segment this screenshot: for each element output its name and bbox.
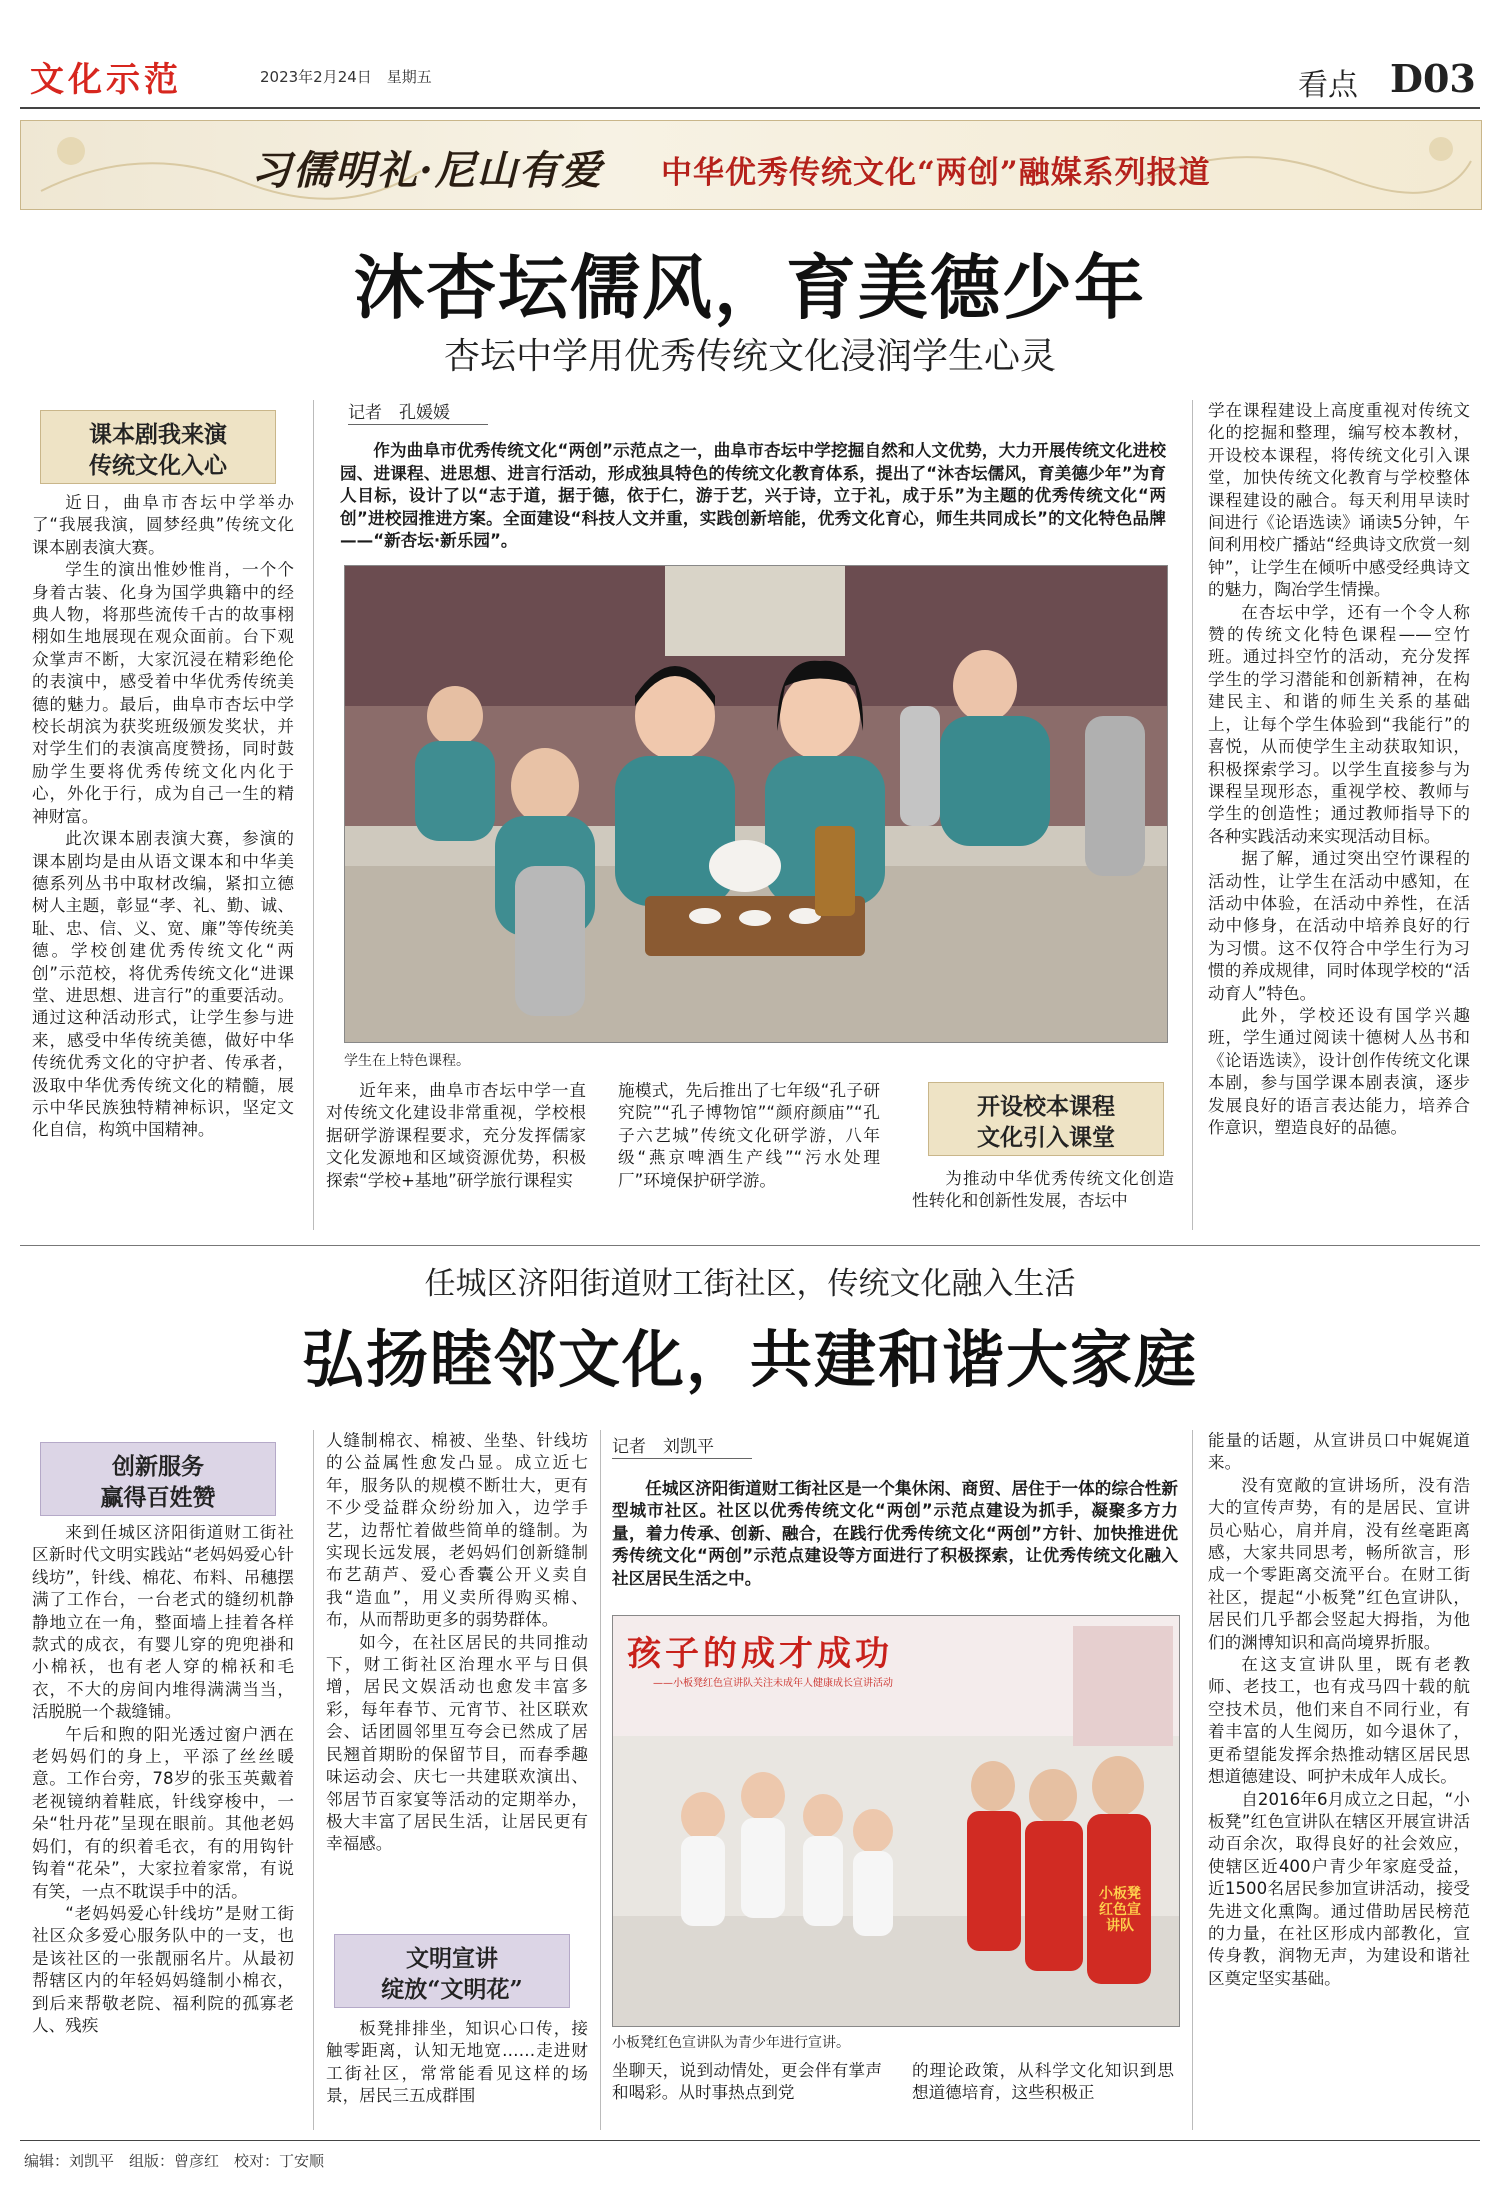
article2-col2 [326, 1430, 588, 1856]
photo-banner-text: 孩子的成才成功 [627, 1634, 893, 1674]
paragraph: 自2016年6月成立之日起，“小板凳”红色宣讲队在辖区开展宣讲活动百余次，取得良好的社会效应，使辖区近400户青少年家庭受益，近1500名居民参加宣讲活动，接受先进文化熏陶。通过借助居民榜范的力量，在社区形成内部教化，宣传身教，润物无声，为建设和谐社区奠定坚实基础。 [1208, 1789, 1470, 1988]
article1-box-1 [40, 410, 276, 484]
article1-col5 [1208, 400, 1470, 1139]
article1-col4 [912, 1168, 1174, 1213]
article1-lead [340, 440, 1166, 553]
article-separator [20, 1245, 1480, 1246]
masthead-rule [20, 107, 1480, 109]
page-number: D03 [1390, 56, 1476, 101]
paragraph: 近年来，曲阜市杏坛中学一直对传统文化建设非常重视，学校根据研学游课程要求，充分发挥儒家文化发源地和区域资源优势，积极探索“学校+基地”研学旅行课程实 [326, 1081, 586, 1190]
article1-byline: 记者 孔媛媛 [348, 403, 450, 423]
article2-photo [612, 1615, 1180, 2027]
paragraph: 在杏坛中学，还有一个令人称赞的传统文化特色课程——空竹班。通过抖空竹的活动，充分发挥学生的学习潜能和创新精神，在构建民主、和谐的师生关系的基础上，让每个学生体验到“我能行”的喜悦，从而使学生主动获取知识，积极探索学习。以学生直接参与为课程呈现形态，重视学校、教师与学生的创造性；通过教师指导下的各种实践活动来实现活动目标。 [1208, 602, 1470, 846]
paragraph: 能量的话题，从宣讲员口中娓娓道来。 [1208, 1431, 1470, 1473]
paragraph: 的理论政策，从科学文化知识到思想道德培育，这些积极正 [912, 2061, 1174, 2103]
article1-col2 [326, 1080, 586, 1192]
paragraph: 学生的演出惟妙惟肖，一个个身着古装、化身为国学典籍中的经典人物，将那些流传千古的故事栩栩如生地展现在观众面前。台下观众掌声不断，大家沉浸在精彩绝伦的表演中，感受着中华优秀传统美德的魅力。最后，曲阜市杏坛中学校长胡滨为获奖班级颁发奖状，并对学生们的表演高度赞扬，同时鼓励学生要将优秀传统文化内化于心，外化于行，成为自己一生的精神财富。 [32, 560, 294, 826]
paragraph: 为推动中华优秀传统文化创造性转化和创新性发展，杏坛中 [912, 1169, 1174, 1211]
column-divider [313, 400, 314, 1230]
footer-rule [20, 2140, 1480, 2141]
article1-col3 [618, 1080, 880, 1192]
column-divider [313, 1430, 314, 2130]
box-line: 传统文化入心 [89, 452, 227, 479]
vest-text: 小板凳 红色宣讲队 [1099, 1886, 1141, 1934]
article1-col1 [32, 492, 294, 1142]
article2-kicker: 任城区济阳街道财工街社区，传统文化融入生活 [424, 1266, 1076, 1302]
page-label: 看点 [1298, 68, 1358, 103]
paragraph: 来到任城区济阳街道财工街社区新时代文明实践站“老妈妈爱心针线坊”，针线、棉花、布料、吊穗摆满了工作台，一台老式的缝纫机静静地立在一角，整面墙上挂着各样款式的成衣，有婴儿穿的兜兜褂和小棉袄，也有老人穿的棉袄和毛衣，不大的房间内堆得满满当当，活脱脱一个裁缝铺。 [32, 1523, 294, 1722]
article2-col2b [326, 2018, 588, 2108]
box-line: 课本剧我来演 [89, 421, 227, 448]
article1-subheadline: 杏坛中学用优秀传统文化浸润学生心灵 [443, 336, 1056, 377]
lead-paragraph: 作为曲阜市优秀传统文化“两创”示范点之一，曲阜市杏坛中学挖掘自然和人文优势，大力开展传统文化进校园、进课程、进思想、进言行活动，形成独具特色的传统文化教育体系，提出了“沐杏坛儒风，育美德少年”为育人目标，设计了以“志于道，据于德，依于仁，游于艺，兴于诗，立于礼，成于乐”为主题的优秀传统文化“两创”进校园推进方案。全面建设“科技人文并重，实践创新培能，优秀文化育心，师生共同成长”的文化特色品牌——“新杏坛·新乐园”。 [340, 441, 1166, 551]
article2-byline: 记者 刘凯平 [612, 1437, 714, 1457]
box-line: 开设校本课程 [977, 1093, 1115, 1120]
classroom-photo-icon [345, 566, 1167, 1042]
section-name: 文化示范 [30, 60, 182, 100]
photo-banner-subtext: ——小板凳红色宣讲队关注未成年人健康成长宣讲活动 [653, 1678, 893, 1689]
paragraph: 板凳排排坐，知识心口传，接触零距离，认知无地宽……走进财工街社区，常常能看见这样的场景，居民三五成群围 [326, 2019, 588, 2106]
paragraph: 学在课程建设上高度重视对传统文化的挖掘和整理，编写校本教材，开设校本课程，将传统文化引入课堂，加快传统文化教育与学校整体课程建设的融合。每天利用早读时间进行《论语选读》诵读5分钟，午间利用校广播站“经典诗文欣赏一刻钟”，让学生在倾听中感受经典诗文的魅力，陶冶学生情操。 [1208, 401, 1470, 600]
issue-date: 2023年2月24日 星期五 [260, 68, 432, 86]
banner-series-title: 中华优秀传统文化“两创”融媒系列报道 [661, 155, 1211, 191]
box-line: 创新服务 [112, 1453, 204, 1480]
article1-photo-caption: 学生在上特色课程。 [344, 1053, 470, 1069]
box-line: 文化引入课堂 [977, 1124, 1115, 1151]
footer-credits: 编辑：刘凯平 组版：曾彦红 校对：丁安顺 [24, 2152, 325, 2170]
box-line: 文明宣讲 [406, 1945, 498, 1972]
paragraph: 在这支宣讲队里，既有老教师、老技工，也有戎马四十载的航空技术员，他们来自不同行业，有着丰富的人生阅历，如今退休了，更希望能发挥余热推动辖区居民思想道德建设、呵护未成年人成长。 [1208, 1655, 1470, 1787]
paragraph: 如今，在社区居民的共同推动下，财工街社区治理水平与日俱增，居民文娱活动也愈发丰富多彩，每年春节、元宵节、社区联欢会、话团圆邻里互夸会已然成了居民翘首期盼的保留节目，而春季趣味运动会、庆七一共建联欢演出、邻居节百家宴等活动的定期举办，极大丰富了居民生活，让居民更有幸福感。 [326, 1632, 588, 1854]
paragraph: 据了解，通过突出空竹课程的活动性，让学生在活动中感知，在活动中体验，在活动中养性，在活动中修身，在活动中培养良好的行为习惯。这不仅符合中学生行为习惯的养成规律，同时体现学校的“活动育人”特色。 [1208, 849, 1470, 1003]
series-banner [20, 120, 1482, 210]
article2-col4 [912, 2060, 1174, 2105]
box-line: 绽放“文明花” [381, 1976, 523, 2003]
paragraph: 此外，学校还设有国学兴趣班，学生通过阅读十德树人丛书和《论语选读》，设计创作传统文化课本剧，参与国学课本剧表演，逐步发展良好的语言表达能力，培养合作意识，塑造良好的品德。 [1208, 1005, 1470, 1137]
column-divider [1192, 1430, 1193, 2130]
byline-rule [348, 424, 488, 425]
article1-photo [344, 565, 1168, 1043]
byline-rule [612, 1458, 752, 1459]
article2-photo-caption: 小板凳红色宣讲队为青少年进行宣讲。 [612, 2035, 850, 2051]
paragraph: 此次课本剧表演大赛，参演的课本剧均是由从语文课本和中华美德系列丛书中取材改编，紧扣立德树人主题，彰显“孝、礼、勤、诚、耻、忠、信、义、宽、廉”等传统美德。学校创建优秀传统文化“两创”示范校，将优秀传统文化“进课堂、进思想、进言行”的重要活动。通过这种活动形式，让学生参与进来，感受中华传统美德，做好中华传统优秀文化的守护者、传承者，汲取中华优秀传统文化的精髓，展示中华民族独特精神标识，坚定文化自信，构筑中国精神。 [32, 829, 294, 1140]
article2-col5 [1208, 1430, 1470, 1990]
paragraph: 没有宽敞的宣讲场所，没有浩大的宣传声势，有的是居民、宣讲员心贴心，肩并肩，没有丝毫距离感，大家共同思考，畅所欲言，形成一个零距离交流平台。在财工街社区，提起“小板凳”红色宣讲队，居民们几乎都会竖起大拇指，为他们的渊博知识和高尚境界折服。 [1208, 1475, 1470, 1652]
article1-box-2 [928, 1082, 1164, 1156]
box-line: 赢得百姓赞 [100, 1484, 216, 1511]
article2-box-1 [40, 1442, 276, 1516]
column-divider [600, 1430, 601, 2130]
article2-col3 [612, 2060, 882, 2105]
paragraph: 人缝制棉衣、棉被、坐垫、针线坊的公益属性愈发凸显。成立近七年，服务队的规模不断壮大，更有不少受益群众纷纷加入，边学手艺，边帮忙着做些简单的缝制。为实现长远发展，老妈妈们创新缝制布艺葫芦、爱心香囊公开义卖自我“造血”，用义卖所得购买棉、布，从而帮助更多的弱势群体。 [326, 1431, 588, 1630]
paragraph: “老妈妈爱心针线坊”是财工街社区众多爱心服务队中的一支，也是该社区的一张靓丽名片。从最初帮辖区内的年轻妈妈缝制小棉衣，到后来帮敬老院、福利院的孤寡老人、残疾 [32, 1903, 294, 2035]
paragraph: 午后和煦的阳光透过窗户洒在老妈妈们的身上，平添了丝丝暖意。工作台旁，78岁的张玉英戴着老视镜纳着鞋底，针线穿梭中，一朵“牡丹花”呈现在眼前。其他老妈妈们，有的织着毛衣，有的用钩针钩着“花朵”，大家拉着家常，有说有笑，一点不耽误手中的活。 [32, 1724, 294, 1901]
article2-col1 [32, 1522, 294, 2037]
paragraph: 坐聊天，说到动情处，更会伴有掌声和喝彩。从时事热点到党 [612, 2061, 882, 2103]
column-divider [1192, 400, 1193, 1230]
article2-headline: 弘扬睦邻文化，共建和谐大家庭 [301, 1323, 1198, 1396]
lead-paragraph: 任城区济阳街道财工街社区是一个集休闲、商贸、居住于一体的综合性新型城市社区。社区以优秀传统文化“两创”示范点建设为抓手，凝聚多方力量，着力传承、创新、融合，在践行优秀传统文化“两创”方针、加快推进优秀传统文化“两创”示范点建设等方面进行了积极探索，让优秀传统文化融入社区居民生活之中。 [612, 1479, 1178, 1588]
paragraph: 施模式，先后推出了七年级“孔子研究院”“孔子博物馆”“颜府颜庙”“孔子六艺城”传统文化研学游，八年级“燕京啤酒生产线”“污水处理厂”环境保护研学游。 [618, 1081, 880, 1190]
article2-lead [612, 1478, 1178, 1590]
paragraph: 近日，曲阜市杏坛中学举办了“我展我演，圆梦经典”传统文化课本剧表演大赛。 [32, 493, 294, 557]
article1-headline: 沐杏坛儒风，育美德少年 [354, 246, 1146, 329]
banner-calligraphy: 习儒明礼·尼山有爱 [251, 147, 603, 194]
article2-box-2 [334, 1934, 570, 2008]
